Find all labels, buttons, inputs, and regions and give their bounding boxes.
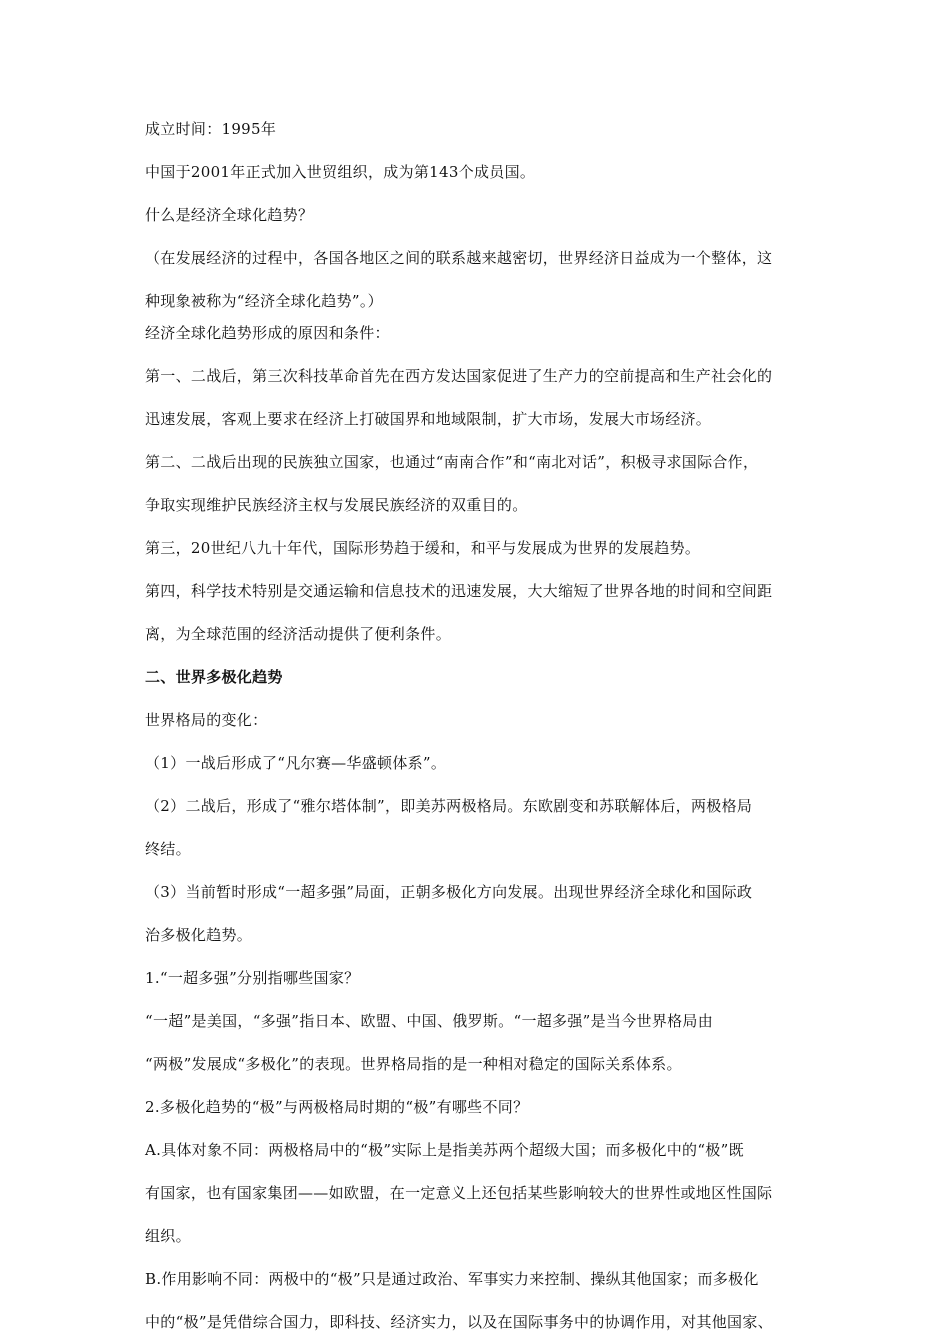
heading-causes: 经济全球化趋势形成的原因和条件： [145,324,390,342]
question-1: 1.“一超多强”分别指哪些国家？ [145,969,360,987]
text-line-fourth-1: 第四，科学技术特别是交通运输和信息技术的迅速发展，大大缩短了世界各地的时间和空间距 [145,582,773,600]
list-item-2-line-2: 终结。 [145,840,191,858]
text-line-second-1: 第二、二战后出现的民族独立国家，也通过“南南合作”和“南北对话”，积极寻求国际合作， [145,453,759,471]
text-line-first-1: 第一、二战后，第三次科技革命首先在西方发达国家促进了生产力的空前提高和生产社会化的 [145,367,773,385]
answer-a-line-1: A.具体对象不同：两极格局中的“极”实际上是指美苏两个超级大国；而多极化中的“极”既 [145,1141,744,1159]
list-item-3-line-1: （3）当前暂时形成“一超多强”局面，正朝多极化方向发展。出现世界经济全球化和国际政 [145,883,753,901]
text-line-china-wto: 中国于2001年正式加入世贸组织，成为第143个成员国。 [145,163,536,181]
list-item-2-line-1: （2）二战后，形成了“雅尔塔体制”，即美苏两极格局。东欧剧变和苏联解体后，两极格局 [145,797,753,815]
text-line-founding-time: 成立时间：1995年 [145,120,277,138]
text-line-globalization-def-2: 种现象被称为“经济全球化趋势”。） [145,292,383,310]
section-heading-multipolarity: 二、世界多极化趋势 [145,668,283,686]
list-item-3-line-2: 治多极化趋势。 [145,926,253,944]
question-2: 2.多极化趋势的“极”与两极格局时期的“极”有哪些不同？ [145,1098,529,1116]
question-globalization: 什么是经济全球化趋势？ [145,206,314,224]
text-line-globalization-def-1: （在发展经济的过程中，各国各地区之间的联系越来越密切，世界经济日益成为一个整体，这 [145,249,773,267]
answer-1-line-2: “两极”发展成“多极化”的表现。世界格局指的是一种相对稳定的国际关系体系。 [145,1055,682,1073]
text-line-second-2: 争取实现维护民族经济主权与发展民族经济的双重目的。 [145,496,528,514]
list-item-1: （1）一战后形成了“凡尔赛—华盛顿体系”。 [145,754,447,772]
text-line-third: 第三，20世纪八九十年代，国际形势趋于缓和，和平与发展成为世界的发展趋势。 [145,539,701,557]
answer-b-line-2: 中的“极”是凭借综合国力，即科技、经济实力，以及在国际事务中的协调作用，对其他国家、 [145,1313,773,1331]
document-page [145,120,835,1332]
answer-a-line-3: 组织。 [145,1227,191,1245]
heading-world-pattern-change: 世界格局的变化： [145,711,268,729]
text-line-first-2: 迅速发展，客观上要求在经济上打破国界和地域限制，扩大市场，发展大市场经济。 [145,410,712,428]
text-line-fourth-2: 离，为全球范围的经济活动提供了便利条件。 [145,625,452,643]
answer-a-line-2: 有国家，也有国家集团——如欧盟，在一定意义上还包括某些影响较大的世界性或地区性国际 [145,1184,773,1202]
answer-1-line-1: “一超”是美国，“多强”指日本、欧盟、中国、俄罗斯。“一超多强”是当今世界格局由 [145,1012,714,1030]
answer-b-line-1: B.作用影响不同：两极中的“极”只是通过政治、军事实力来控制、操纵其他国家；而多极化 [145,1270,759,1288]
